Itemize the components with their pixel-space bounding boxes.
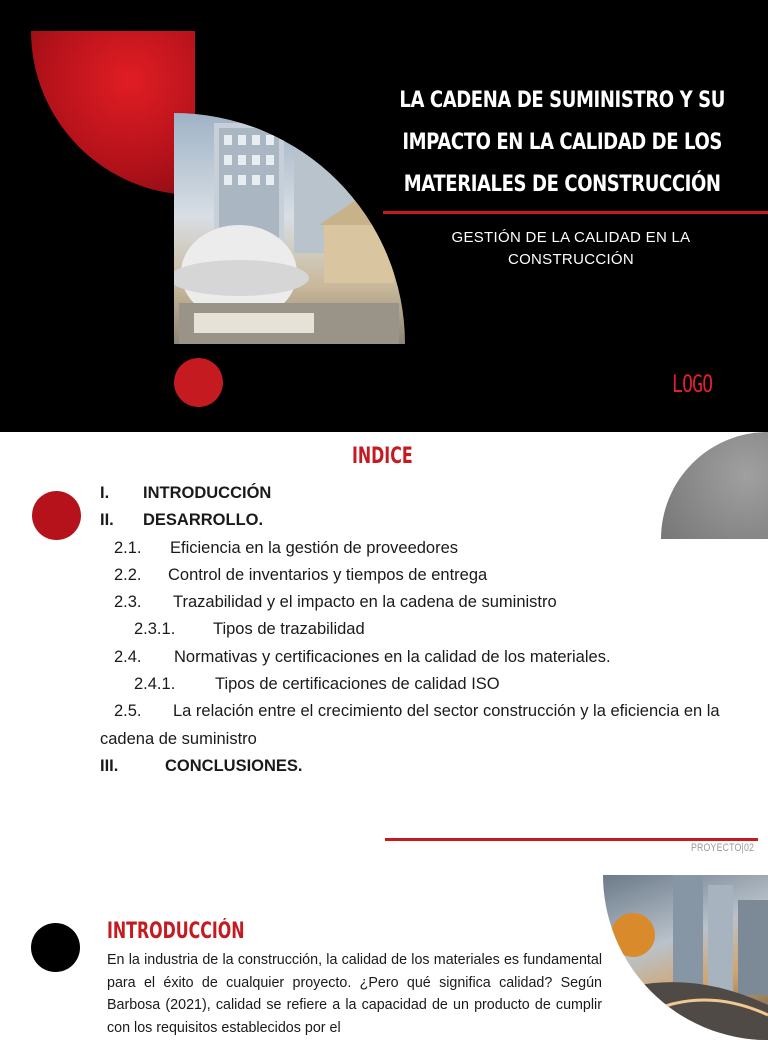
toc-label: Normativas y certificaciones en la calidad de los materiales. [174,647,611,666]
construction-city-image [603,875,768,1040]
toc-item[interactable] [100,753,720,780]
red-quarter-circle [31,31,195,195]
toc-label: INTRODUCCIÓN [143,484,272,502]
cover-subtitle: GESTIÓN DE LA CALIDAD EN LA CONSTRUCCIÓN [451,229,691,268]
toc-number: 2.3. [114,593,142,612]
toc-item[interactable] [100,562,720,589]
section-body: En la industria de la construcción, la calidad de los materiales es fundamental para el éxito de cualquier proyecto. ¿Pero qué significa calidad? Según Barbosa (2021), calidad se refiere a la capacidad de un producto de cumplir con los requisitos establecidos por el [107,952,602,1036]
red-circle-decoration [174,358,223,407]
cover-divider [383,211,768,214]
toc-item[interactable] [100,698,720,753]
index-title: INDICE [352,444,413,469]
toc-number: 2.2. [114,565,142,584]
toc-item[interactable] [100,535,720,562]
page-label: PROYECTO|02 [691,842,755,854]
toc-label: Eficiencia en la gestión de proveedores [170,538,459,557]
toc-item[interactable] [100,671,720,698]
toc-label: La relación entre el crecimiento del sector construcción y la eficiencia en la cadena de suministro [100,702,720,748]
construction-helmet-image [174,113,405,344]
toc-label: Trazabilidad y el impacto en la cadena de suministro [173,593,557,612]
toc-number: 2.3.1. [134,620,176,639]
cover-title: LA CADENA DE SUMINISTRO Y SU IMPACTO EN LA CALIDAD DE LOS MATERIALES DE CONSTRUCCIÓN [399,88,725,197]
toc-number: 2.1. [114,538,142,557]
black-circle-decoration [31,923,80,972]
toc-number: III. [100,756,119,775]
toc-label: Tipos de certificaciones de calidad ISO [215,675,500,694]
toc-item[interactable] [100,480,720,507]
toc-number: 2.4.1. [134,675,176,694]
section-title: INTRODUCCIÓN [107,919,245,944]
toc-number: 2.5. [114,702,142,721]
footer-divider [385,838,758,841]
toc-label: Tipos de trazabilidad [213,620,365,639]
cover-section [0,0,768,432]
logo: LOGO [672,370,713,398]
toc-label: CONCLUSIONES. [165,756,303,775]
toc-item[interactable] [100,589,720,616]
toc-number: II. [100,511,114,530]
red-circle-decoration [32,491,81,540]
toc-label: Control de inventarios y tiempos de entrega [168,565,488,584]
table-of-contents [100,480,720,780]
toc-item[interactable] [100,507,720,534]
toc-number: I. [100,484,110,502]
toc-label: DESARROLLO. [143,511,264,530]
toc-number: 2.4. [114,647,142,666]
toc-item[interactable] [100,616,720,643]
toc-item[interactable] [100,644,720,671]
